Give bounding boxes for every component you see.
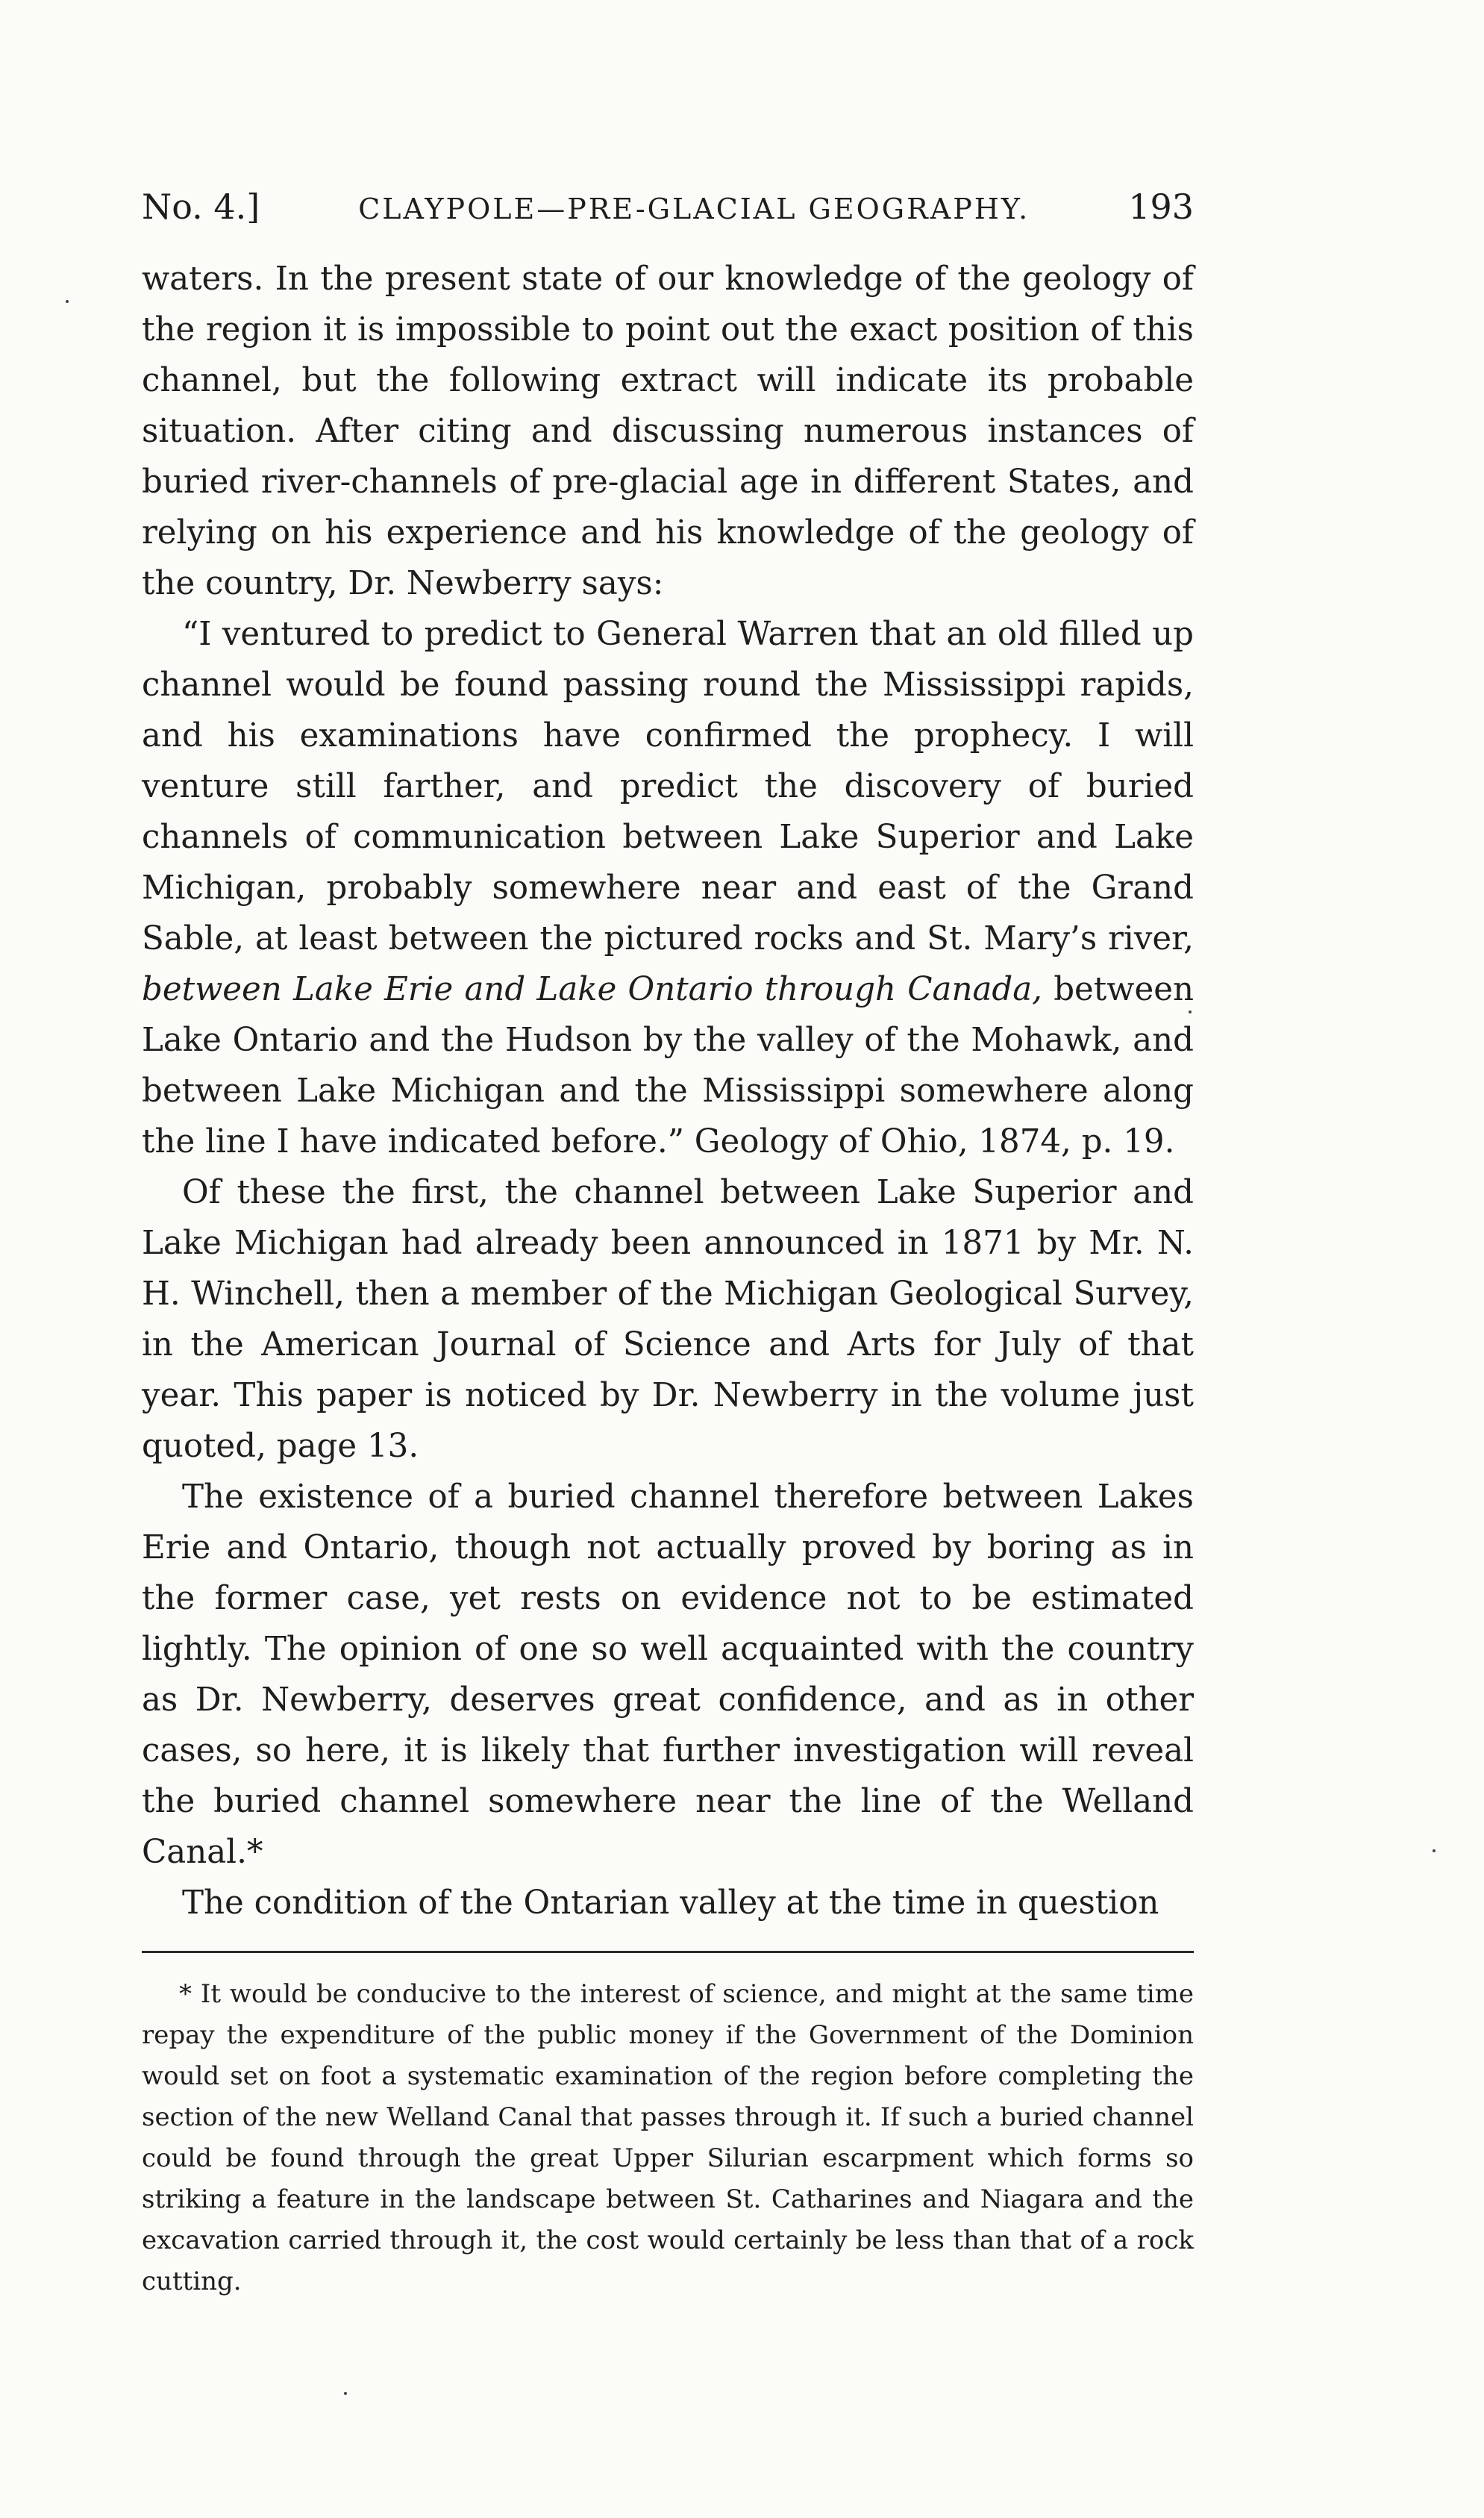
running-title: CLAYPOLE—PRE-GLACIAL GEOGRAPHY. bbox=[358, 193, 1030, 225]
margin-speck bbox=[1433, 1849, 1436, 1852]
margin-speck bbox=[66, 300, 69, 303]
running-head bbox=[142, 187, 1194, 239]
paragraph-opening: waters. In the present state of our knowledge of the geology of the region it is impossible to point out the exact position of this channel, but the following extract will indicate its probable situation. After citing and discussing numerous instances of buried river-channels of pre-glacial age in different States, and relying on his experience and his knowledge of the geology of the country, Dr. Newberry says: bbox=[142, 260, 1194, 602]
paragraph-winchell: Of these the first, the channel between Lake Superior and Lake Michigan had already been announced in 1871 by Mr. N. H. Winchell, then a member of the Michigan Geological Survey, in the American Journal of Science and Arts for July of that year. This paper is noticed by Dr. Newberry in the volume just quoted, page 13. bbox=[142, 1174, 1194, 1465]
paragraph-ontarian-valley: The condition of the Ontarian valley at the time in question bbox=[182, 1884, 1159, 1922]
newberry-quote bbox=[142, 609, 1194, 1167]
paragraph-buried-channel: The existence of a buried channel therefore between Lakes Erie and Ontario, though not actually proved by boring as in the former case, yet rests on evidence not to be estimated lightly. The opinion of one so well acquainted with the country as Dr. Newberry, deserves great confidence, and as in other cases, so here, it is likely that further investigation will reveal the buried channel somewhere near the line of the Welland Canal.* bbox=[142, 1478, 1194, 1871]
journal-page bbox=[142, 187, 1194, 2302]
body-text bbox=[142, 254, 1194, 1928]
quote-part-a: “I ventured to predict to General Warren that an old filled up channel would be found passing round the Mississippi rapids, and his examinations have confirmed the prophecy. I will venture still farther, and predict the discovery of buried channels of communication between Lake Superior and Lake Michigan, probably somewhere near and east of the Grand Sable, at least between the pictured rocks and St. Mary’s river, bbox=[142, 616, 1194, 957]
page-number: 193 bbox=[1128, 187, 1194, 227]
issue-number: No. 4.] bbox=[142, 187, 260, 227]
margin-speck bbox=[1189, 1010, 1192, 1013]
footnote-rule bbox=[142, 1951, 1194, 1953]
margin-speck bbox=[344, 2392, 347, 2395]
footnote-text: * It would be conducive to the interest of science, and might at the same time repay the expenditure of the public money if the Government of the Dominion would set on foot a systematic examination of the region before completing the section of the new Welland Canal that passes through it. If such a buried channel could be found through the great Upper Silurian escarpment which forms so striking a feature in the landscape between St. Catharines and Niagara and the excavation carried through it, the cost would certainly be less than that of a rock cutting. bbox=[142, 1979, 1194, 2296]
quote-italic: between Lake Erie and Lake Ontario through Canada, bbox=[142, 971, 1043, 1008]
footnote bbox=[142, 1974, 1194, 2302]
quote-part-b: between Lake Ontario and the Hudson by the valley of the Mohawk, and between Lake Michigan and the Mississippi somewhere along the line I have indicated before.” Geology of Ohio, 1874, p. 19. bbox=[142, 971, 1195, 1160]
